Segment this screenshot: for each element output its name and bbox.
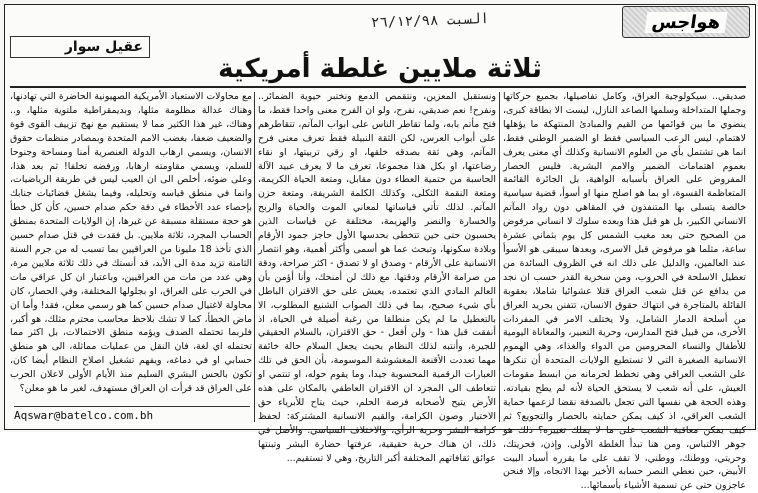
article-column-2 — [258, 90, 496, 464]
column-divider — [254, 92, 255, 422]
author-email: Aqswar@batelco.com.bh — [14, 406, 250, 425]
author-byline — [10, 36, 150, 58]
article-headline: ثلاثة ملايين غلطة أمريكية — [218, 54, 542, 84]
column-2-text: ونستقبل المعزين، ونتقمص الدمع ونختبر حيوية الضمائر.. ونفرح! نعم صديقي، نفرح، ولو ان الفرح معنى واحدا فقط، ما فتح مأتم بابه، ولما تقاطر الناس على ابواب المآتم، تتقاطرهم على أبواب العرس، لكن الثقة النبيلة فقط تعرف معنى فرح المآتم، وهي ثقة بصدقه خلقها، او رقي تربيتها، او نقاء رضاعتها، او بكل هذا مجموعا، تعرف ما لا يعرف عبيد الآلة الحاسبة من حتمية العطاء دون مقابل، ومتعة الحياة الكريمة، ومتعة النقمة الثكلى، وكذلك الكلمة الشريفة، ومتعة حزن المآتم. لذلك تأتي قياساتها لمعاني الموت والحياة والربح والخسارة والنصر والهزيمة، مختلفة عن قياسات الذين يحسبون حتى حين تتخطى بحدسها الأول حاجز جمود الأرقام وبلادة سكونها، وتبحث عما هو أسمى وأكثر أهمية، وهو انتصار الانسانية على الأرقام - وصدق او لا تصدق - اكثر صراحة، ودقة من صرامة الأرقام ودقتها. مع ذلك لن أمنحك، وأنا أؤمن بأن العالم المادي الذي تعتمده، يعيش على حق الاقتران الباطل بأي شيء صحيح، بما في ذلك الصواب الشنيع المطلوب، الا بالتعطيل ما لم يكن منطلقا من رغبة أصيلة في الحياة، اذ أنفقت قبل هذا - ولن أفعل - حق الاقتران، بالسلام الحقيقي للجيرة، وأنتبه لذلك النظام بحيث يجعل السلام حالة خائفة مهما تعددت الأقنعة المغشوشة الموسومة، بأن الحق في تلك العبارات الرقمية المحسوبة جيدا، وما يقوم حوله، او تنتمي او تتعاطف الى المجرد ان الاقتران العاطفي بالمكان على هذه الأرض يتيح لأصحابه فرصة الحلم، حيث يتاح للأبرياء حق الاختيار وصون الكرامة، والقيم الانسانية المشتركة: لحفظ كرامة البشر وحرية الرأي، والاختلاف السياسي. والأصل في ذلك، ان هناك حرية حقيقية، عرفتها حضارة البشر وتبنتها عوائق ثقافاتهم المختلفة أكبر التاريخ، وهي لا تستقيم... — [258, 91, 496, 464]
article-column-3 — [10, 90, 252, 400]
column-1-text: صديقي.. سيكولوجية العراق، وكامل تفاصيلها، بجميع حركاتها وجملها المتداخلة وسلمها الصاعد النازل، ليست الا بطاقة كبرى، ينضوي ما بين قوائمها من القيم والمبادئ المنتهكة ما يؤهلها لاهتمام، ليس الرعب السياسي فقط او الضمير الوطني فقط، انما هي تشتمل بأي من العلوم الانسانية وكذلك أي معنى يعرف بعموم اهتمامات الضمير والامم البشرية. فليس الحصار المفروض على العراق بأسبابه الواهية، بل الجائرة القائمة المتعاظمة القسوة، او بما هو اصلح منها او أسوأ، قضية سياسية خالصة يتسلى بها المتنفذون في المقاهي دون رواد المآتم الانساني الكبير، بل هو قبل هذا وبعده سلوك لا انساني مرفوض من الصحيح حتى بعد مغيب الشمس كل يوم بثماني عشرة ساعة، مثلما هو مرفوض قبل الاسرى، وبعدها سيبقى هو الأسوأ عند العالمين، والدليل على ذلك انه في الظروف السائدة من تعطيل الاسلحة في الحروب، ومن سخرية القدر حسب ان نجد من يدافع عن قتل شعب العراق قتلا عشوائيا شاملا، بعقوبة القائلة بالمتاجرة في انتهاك حقوق الانسان، تتفنن بجريد العراق من أسلحة الدمار الشامل، ولا يختلف الامر في المفردات الأخرى، من قبيل فتح المدارس، وحرية التعبير، والمعاناة اليومية للأطفال والنساء المحرومين من الدواء والغذاء، وهي الهموم الانسانية الصغيرة التي لا تستطيع الولايات المتحدة أن تنكرها على الشعب العراقي وهي تخطط لحرمانه من ابسط مقومات العيش، على أنه شعب لا يستحق الحياة لأنه لم يطح بقيادته. وهذه الحجة هي نفسها التي تجعل بالصدفة نقضا لزعمها حماية الشعب العراقي، اذ كيف يمكن حمايته بالحصار والتجويع؟ ثم كيف يمكن معاقبة الشعب على ما لا يملك تغييره؟ ذلك هو جوهر الالتباس، ومن هنا تبدأ الغلطة الأولى. وإذن، فحريتك، وحريتي، ووطنك، ووطني، لا تقف على ما يقرره أسياد البيت الأبيض، حين نعطي النصر حسابه الأخير بهذا الاتجاه، وإلا فنحن عاجزون حتى عن تسمية الأشياء بأسمائها... — [503, 91, 746, 492]
headline-divider — [10, 86, 746, 88]
column-name: هواجس — [644, 12, 727, 33]
column-masthead — [622, 6, 750, 38]
handwritten-date-stamp: السبت ٢٦/١٢/٩٨ — [370, 10, 490, 32]
column-divider — [499, 92, 500, 422]
article-column-1 — [503, 90, 746, 492]
column-3-text: مع محاولات الاستعباد الأمريكية الصهيونية الحاضرة التي تهادنها، وهناك عدالة مظلومة مثلها، وبديمقراطية ملتوية مثلها، و.. وهناك، غير هذا الكثير مما لا يستقيم مع نهج تزييف القوى قوة والضعيف ضعفا، بغضب الامم المتحدة وبمصادر منظمات حقوق الانسان، ويسمي ارهاب الدولة العنصرية أمنا ومساحة وجنوحا للسلم، ويسمي مقاومته ارهابا، ورفضه تخلفا! ثم بعد هذا، وعلى ضوئه، أخلص الى ان العيب ليس في طريقة الرياضيات، وانما في منطق قياسه وتحليله، وفيما يشغل فضائيات جنابك بإحصاء عدد الأخطاء في دفة حكم صدام حسين، كأن كل خطأ هو حجة مستقلة مسبقة عن غيرها، إن الولايات المتحدة بمنطق الحساب المجرد، ثلاثة ملايين. بل فقدت في قتل صدام حسين الذي تأخذ 18 مليونا من العراقيين بما تسبب له من جرم السنة الثامنة تزيد مدة الى الأبد، قد أنستك في ذلك ثلاثة ملايين مرة، وهي عدد من مات من العراقيين، وباعتبار ان كل عراقي مات في الحرب على العراق، او بجلولها المختلفة، وفي الحصار، كان محاولة لاغتيال صدام حسين كما هو رسمي معلن، فقد! وأما ان ماض الخطأ، كما لا تشك بلاحظ محاسب محترم مثلك، هو أكبر، فلربما تحتمله الصدف ويؤمه منطق الاحتمالات، بل اكثر مما تحتمله اي لغة، فان النقل من عمليات مماثلة، الى هو منطق حسابي او في دماغه، ويفهم تشغيل اصلاح النظام أيضا كان، تكون بالحس البشري السليم منذ الأيام الأولى لاعلان الحرب على العراق قد قرأت ان العراق مستهدف، لغير ما هو معلن؟ — [10, 91, 252, 395]
author-name: عقيل سوار — [64, 39, 143, 55]
